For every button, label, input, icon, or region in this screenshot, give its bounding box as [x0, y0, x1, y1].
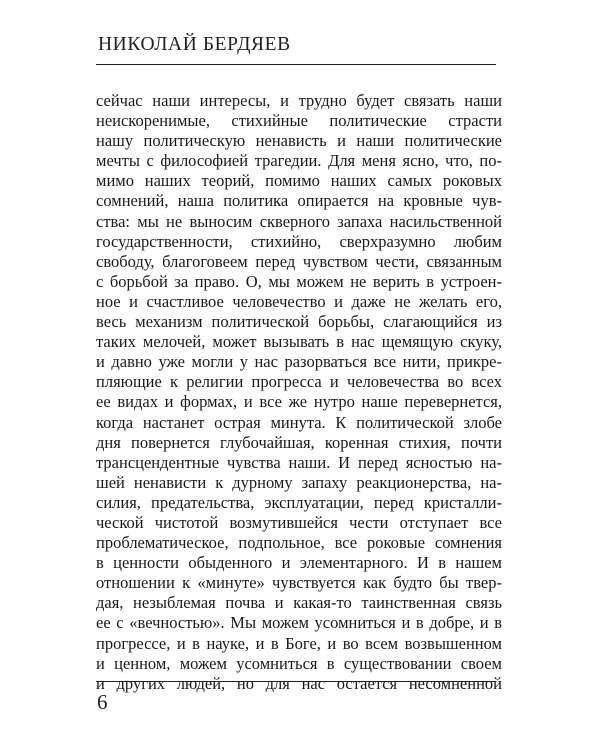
page-number: 6	[97, 690, 108, 714]
running-head-author: НИКОЛАЙ БЕРДЯЕВ	[98, 34, 291, 55]
text-line: шей ненависти к дурному запаху реакционерства, на-	[96, 472, 502, 492]
body-text	[96, 91, 502, 694]
text-line: сейчас наши интересы, и трудно будет связать наши	[96, 91, 502, 110]
text-line: ее с «вечностью». Мы можем усомниться и в добре, и в	[96, 613, 502, 633]
text-line: свободу, благоговеем перед чувством чести, связанным	[96, 251, 502, 271]
text-line: ее видах и формах, и все же нутро наше перевернется,	[96, 392, 502, 412]
text-line: ческой чистотой возмутившейся чести отступает все	[96, 512, 502, 532]
text-line: пляющие к религии прогресса и человечества во всех	[96, 372, 502, 392]
text-line: ства: мы не выносим скверного запаха насильственной	[96, 211, 502, 231]
text-line: и ценном, можем усомниться в существовании своем	[96, 653, 502, 673]
text-line: нашу политическую ненависть и наши политические	[96, 131, 502, 151]
text-line: и других людей, но для нас остается несомненной	[96, 673, 502, 693]
text-line: трансцендентные чувства наши. И перед ясностью на-	[96, 452, 502, 472]
text-line: когда настанет острая минута. К политической злобе	[96, 412, 502, 432]
text-line: неискоренимые, стихийные политические страсти	[96, 111, 502, 131]
text-line: в ценности обыденного и элементарного. И в нашем	[96, 553, 502, 573]
text-line: мечты с философией трагедии. Для меня ясно, что, по-	[96, 151, 502, 171]
text-line: весь механизм политической борьбы, слагающийся из	[96, 312, 502, 332]
text-line: ное и счастливое человечество и даже не желать его,	[96, 291, 502, 311]
text-line: государственности, стихийно, сверхразумно любим	[96, 231, 502, 251]
text-line: мимо наших теорий, помимо наших самых роковых	[96, 171, 502, 191]
text-line: таких мелочей, может вызывать в нас щемящую скуку,	[96, 332, 502, 352]
text-line: прогрессе, и в науке, и в Боге, и во всем возвышенном	[96, 633, 502, 653]
footer-rule	[96, 681, 496, 682]
text-line: дая, незыблемая почва и какая-то таинственная связь	[96, 593, 502, 613]
text-line: и давно уже могли у нас разорваться все нити, прикре-	[96, 352, 502, 372]
text-line: проблематическое, подпольное, все роковые сомнения	[96, 533, 502, 553]
text-line: с борьбой за право. О, мы можем не верить в устроен-	[96, 271, 502, 291]
text-line: отношении к «минуте» чувствуется как будто бы твер-	[96, 573, 502, 593]
header-rule	[96, 64, 496, 65]
text-line: силия, предательства, эксплуатации, перед кристалли-	[96, 492, 502, 512]
text-line: дня повернется глубочайшая, коренная стихия, почти	[96, 432, 502, 452]
text-line: сомнений, наша политика опирается на кровные чув-	[96, 191, 502, 211]
